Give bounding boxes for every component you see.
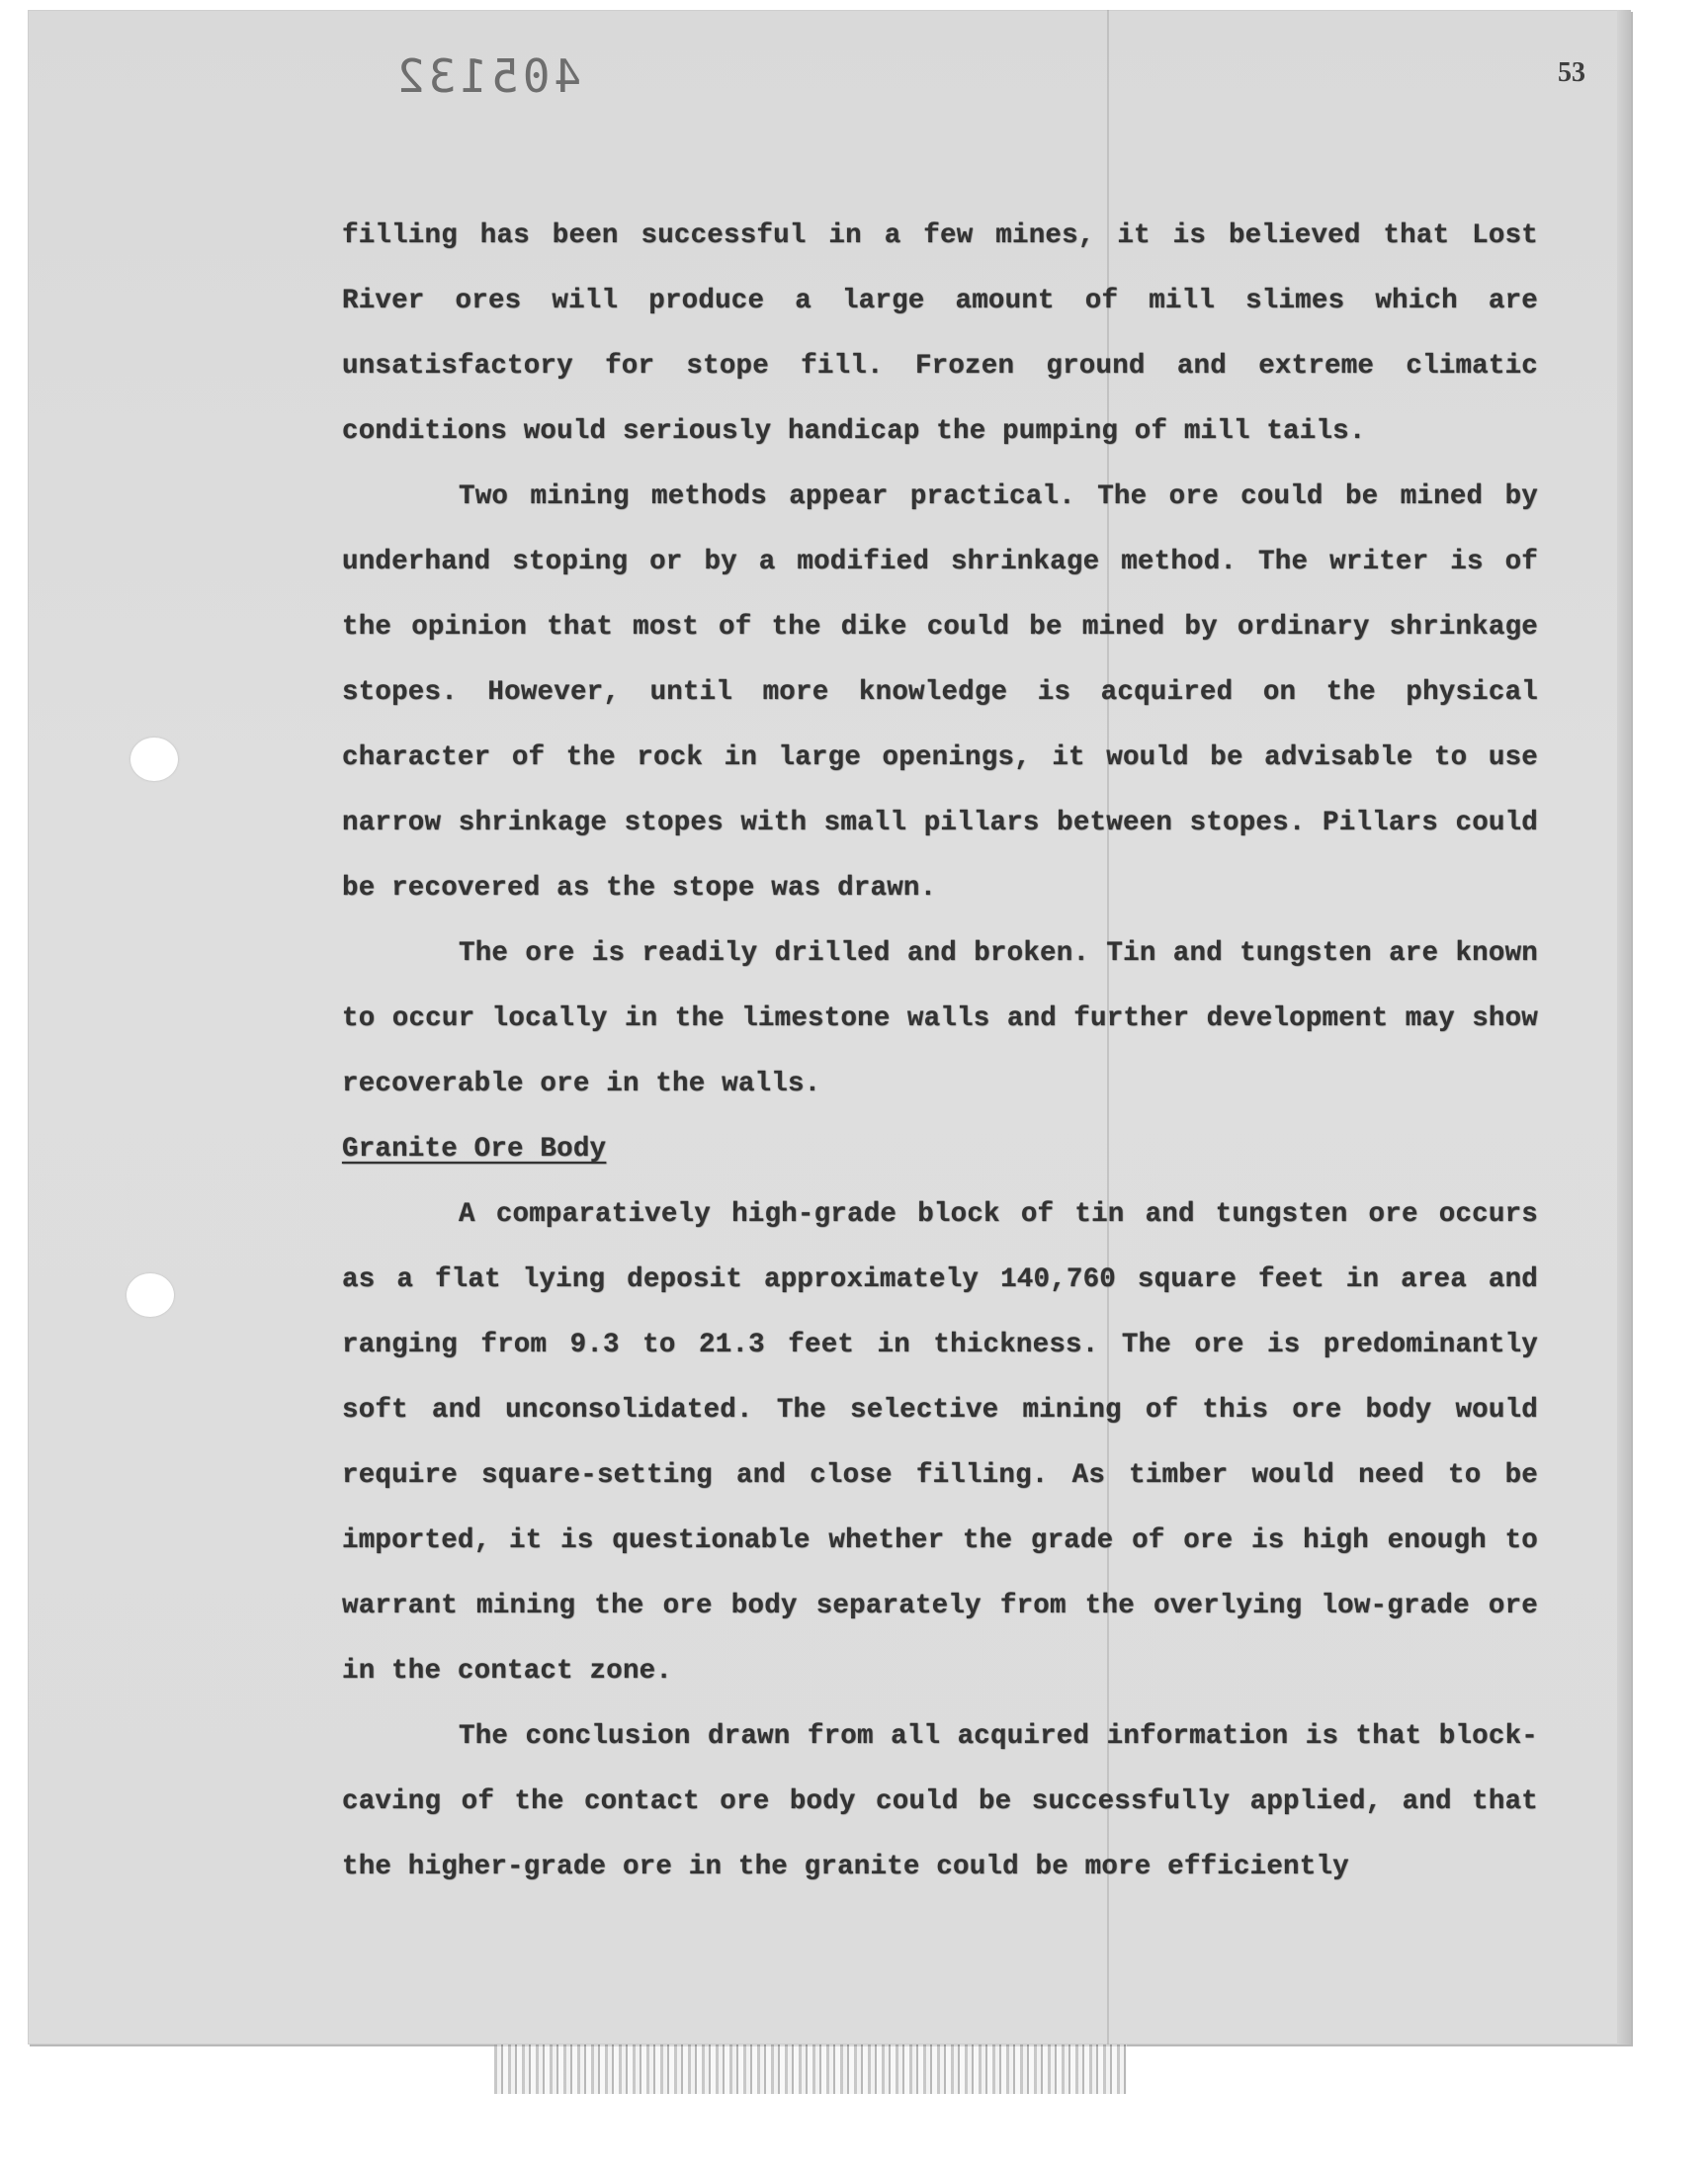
scanner-artifact-strip [494,2044,1127,2094]
punch-hole-top [130,738,178,781]
section-heading: Granite Ore Body [342,1134,607,1165]
punch-hole-bottom [127,1273,174,1317]
document-number-stamp: 405132 [393,49,582,103]
paragraph-2: Two mining methods appear practical. The ore could be mined by underhand stoping or by a modified shrinkage method. The writer is of the opinion that most of the dike could be mined by ordinary shrinkage stopes. However, until more knowledge is acquired on the physical character of the rock in large openings, it would be advisable to use narrow shrinkage stopes with small pillars between stopes. Pillars could be recovered as the stope was drawn. [342,481,1538,904]
paragraph-4: A comparatively high-grade block of tin and tungsten ore occurs as a flat lying deposit approximately 140,760 square feet in area and ranging from 9.3 to 21.3 feet in thickness. The ore is predominantly soft and unconsolidated. The selective mining of this ore body would require square-setting and close filling. As timber would need to be imported, it is questionable whether the grade of ore is high enough to warrant mining the ore body separately from the overlying low-grade ore in the contact zone. [342,1199,1538,1687]
page-edge [1617,10,1631,2044]
scanned-page [28,10,1631,2044]
paragraph-1: filling has been successful in a few mines, it is believed that Lost River ores will produce a large amount of mill slimes which are unsatisfactory for stope fill. Frozen ground and extreme climatic conditions would seriously handicap the pumping of mill tails. [342,220,1538,447]
paragraph-5: The conclusion drawn from all acquired information is that block-caving of the contact ore body could be successfully applied, and that the higher-grade ore in the granite could be more efficiently [342,1721,1538,1882]
paragraph-3: The ore is readily drilled and broken. Tin and tungsten are known to occur locally in the limestone walls and further development may show recoverable ore in the walls. [342,938,1538,1099]
body-text [342,204,1538,1900]
page-number: 53 [1558,57,1585,88]
